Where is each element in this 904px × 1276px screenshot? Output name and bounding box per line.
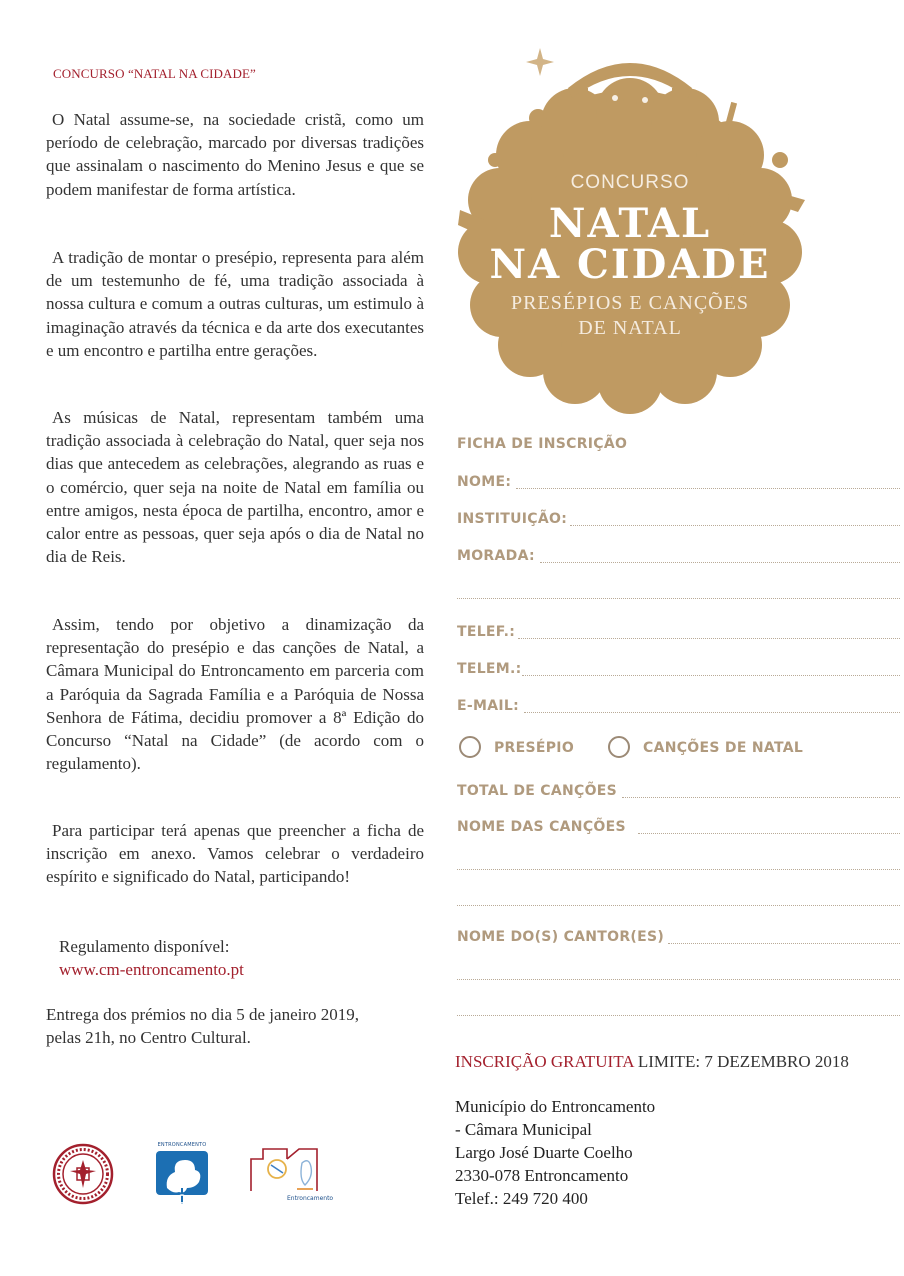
badge-title-line-2: NA CIDADE <box>489 241 771 288</box>
mobile-label: TELEM.: <box>457 661 522 677</box>
presepio-label: PRESÉPIO <box>494 740 575 756</box>
singers-field-line-2[interactable] <box>457 979 900 980</box>
institution-label: INSTITUIÇÃO: <box>457 511 568 527</box>
badge-concurso: CONCURSO <box>570 172 690 193</box>
address-field-line-2[interactable] <box>457 598 900 599</box>
mobile-field[interactable] <box>522 675 900 676</box>
singers-field-line-1[interactable] <box>668 943 900 944</box>
presepio-radio[interactable] <box>459 736 481 758</box>
address-line-5: Telef.: 249 720 400 <box>455 1189 588 1208</box>
institution-field[interactable] <box>570 525 900 526</box>
singers-field-line-3[interactable] <box>457 1015 900 1016</box>
music-paragraph: As músicas de Natal, representam também uma tradição associada à celebração do Natal, quer seja nos dias que antecedem as celebrações, alegrando as ruas e o comércio, quer seja na noite de Natal em família ou entre amigos, nesta época de partilha, encontro, amor e calor entre as pessoas, quer seja após o dia de Natal no dia de Reis. <box>46 408 424 567</box>
total-songs-field[interactable] <box>622 797 900 798</box>
address-label: MORADA: <box>457 548 535 564</box>
objective-paragraph: Assim, tendo por objetivo a dinamização da representação do presépio e das canções de Natal, a Câmara Municipal do Entroncamento em parceria com a Paróquia da Sagrada Família e a Paróquia de Nossa Senhora de Fátima, decidiu promover a 8ª Edição do Concurso “Natal na Cidade” (de acordo com o regulamento). <box>46 615 424 774</box>
nativity-paragraph: A tradição de montar o presépio, representa para além de um testemunho de fé, uma tradição associada à nossa cultura e comum a outras culturas, um estimulo à imaginação através da técnica e da arte dos executantes e um encontro e partilha entre gerações. <box>46 248 424 360</box>
song-names-field-line-2[interactable] <box>457 869 900 870</box>
free-registration: INSCRIÇÃO GRATUITA <box>455 1052 634 1071</box>
nsf-logo-caption: Entroncamento <box>287 1195 334 1202</box>
entroncamento-city-logo <box>155 1142 209 1206</box>
regulation-link[interactable]: www.cm-entroncamento.pt <box>59 960 244 979</box>
cancoes-radio[interactable] <box>608 736 630 758</box>
contest-badge <box>440 40 820 420</box>
song-names-field-line-1[interactable] <box>638 833 900 834</box>
participation-paragraph: Para participar terá apenas que preencher a ficha de inscrição em anexo. Vamos celebrar o verdadeiro espírito e significado do Natal, participando! <box>46 821 424 887</box>
form-heading: FICHA DE INSCRIÇÃO <box>457 436 628 452</box>
badge-subtitle-line-2: DE NATAL <box>578 317 682 339</box>
song-names-field-line-3[interactable] <box>457 905 900 906</box>
prizes-line-1: Entrega dos prémios no dia 5 de janeiro 2019, <box>46 1005 360 1024</box>
name-field[interactable] <box>516 488 900 489</box>
intro-paragraph: O Natal assume-se, na sociedade cristã, como um período de celebração, marcado por diversas tradições que assinalam o nascimento do Menino Jesus e que se podem manifestar de forma artística. <box>46 110 424 199</box>
badge-subtitle-line-1: PRESÉPIOS E CANÇÕES <box>511 292 749 314</box>
prizes-line-2: pelas 21h, no Centro Cultural. <box>46 1028 251 1047</box>
address-field-line-1[interactable] <box>540 562 900 563</box>
address-line-2: - Câmara Municipal <box>455 1120 592 1139</box>
name-label: NOME: <box>457 474 512 490</box>
address-line-3: Largo José Duarte Coelho <box>455 1143 633 1162</box>
registration-fee-line <box>455 1052 849 1072</box>
email-label: E-MAIL: <box>457 698 519 714</box>
phone-field[interactable] <box>518 638 900 639</box>
email-field[interactable] <box>524 712 900 713</box>
total-songs-label: TOTAL DE CANÇÕES <box>457 783 618 799</box>
deadline: LIMITE: 7 DEZEMBRO 2018 <box>633 1052 849 1071</box>
cancoes-label: CANÇÕES DE NATAL <box>643 740 804 756</box>
regulation-label: Regulamento disponível: <box>59 937 230 956</box>
contest-title: CONCURSO “NATAL NA CIDADE” <box>53 66 256 81</box>
city-logo-caption: ENTRONCAMENTO <box>157 1142 207 1148</box>
address-line-4: 2330-078 Entroncamento <box>455 1166 629 1185</box>
badge-title-line-1: NATAL <box>548 200 712 247</box>
parish-seal-logo <box>52 1143 114 1205</box>
address-line-1: Município do Entroncamento <box>455 1097 656 1116</box>
singers-label: NOME DO(S) CANTOR(ES) <box>457 929 665 945</box>
phone-label: TELEF.: <box>457 624 516 640</box>
parish-nsf-logo <box>247 1145 335 1207</box>
song-names-label: NOME DAS CANÇÕES <box>457 819 626 835</box>
